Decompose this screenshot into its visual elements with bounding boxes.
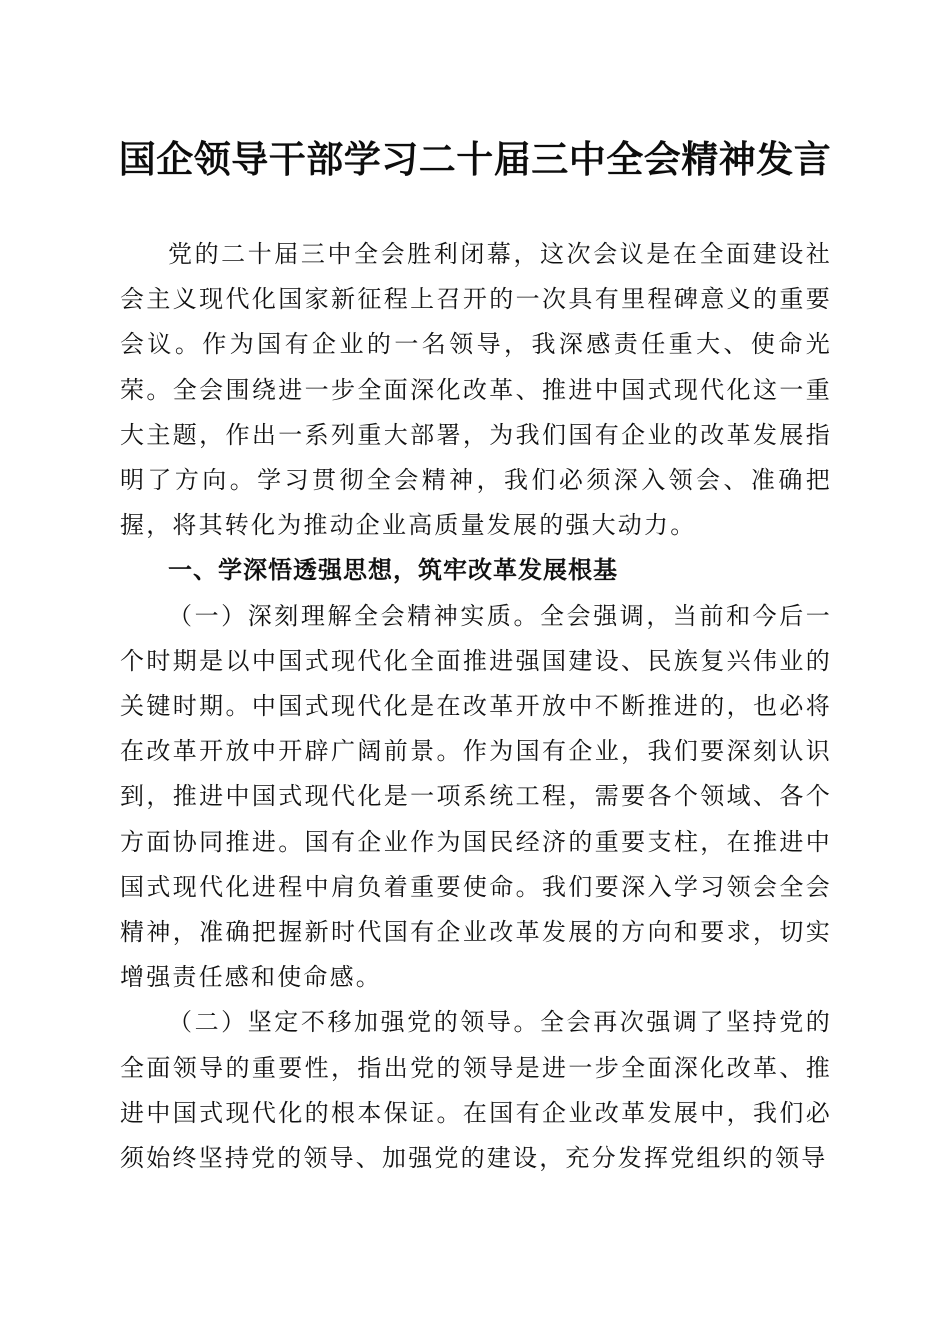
document-body <box>120 232 832 1181</box>
document-title: 国企领导干部学习二十届三中全会精神发言 <box>118 137 832 181</box>
subsection-text-2: 全会再次强调了坚持党的全面领导的重要性，指出党的领导是进一步全面深化改革、推进中国式现代化的根本保证。在国有企业改革发展中，我们必须始终坚持党的领导、加强党的建设，充分发挥党组织的领导 <box>120 1008 832 1173</box>
subsection-text-1: 全会强调，当前和今后一个时期是以中国式现代化全面推进强国建设、民族复兴伟业的关键时期。中国式现代化是在改革开放中不断推进的，也必将在改革开放中开辟广阔前景。作为国有企业，我们要深刻认识到，推进中国式现代化是一项系统工程，需要各个领域、各个方面协同推进。国有企业作为国民经济的重要支柱，在推进中国式现代化进程中肩负着重要使命。我们要深入学习领会全会精神，准确把握新时代国有企业改革发展的方向和要求，切实增强责任感和使命感。 <box>120 601 832 992</box>
section-heading-1: 一、学深悟透强思想，筑牢改革发展根基 <box>168 556 618 585</box>
subsection-paragraph-1 <box>120 594 832 1001</box>
subsection-heading-2: （二）坚定不移加强党的领导。 <box>168 1008 541 1037</box>
subsection-heading-1: （一）深刻理解全会精神实质。 <box>168 601 541 630</box>
intro-paragraph: 党的二十届三中全会胜利闭幕，这次会议是在全面建设社会主义现代化国家新征程上召开的一次具有里程碑意义的重要会议。作为国有企业的一名领导，我深感责任重大、使命光荣。全会围绕进一步全面深化改革、推进中国式现代化这一重大主题，作出一系列重大部署，为我们国有企业的改革发展指明了方向。学习贯彻全会精神，我们必须深入领会、准确把握，将其转化为推动企业高质量发展的强大动力。 <box>120 240 832 540</box>
subsection-paragraph-2 <box>120 1000 832 1181</box>
